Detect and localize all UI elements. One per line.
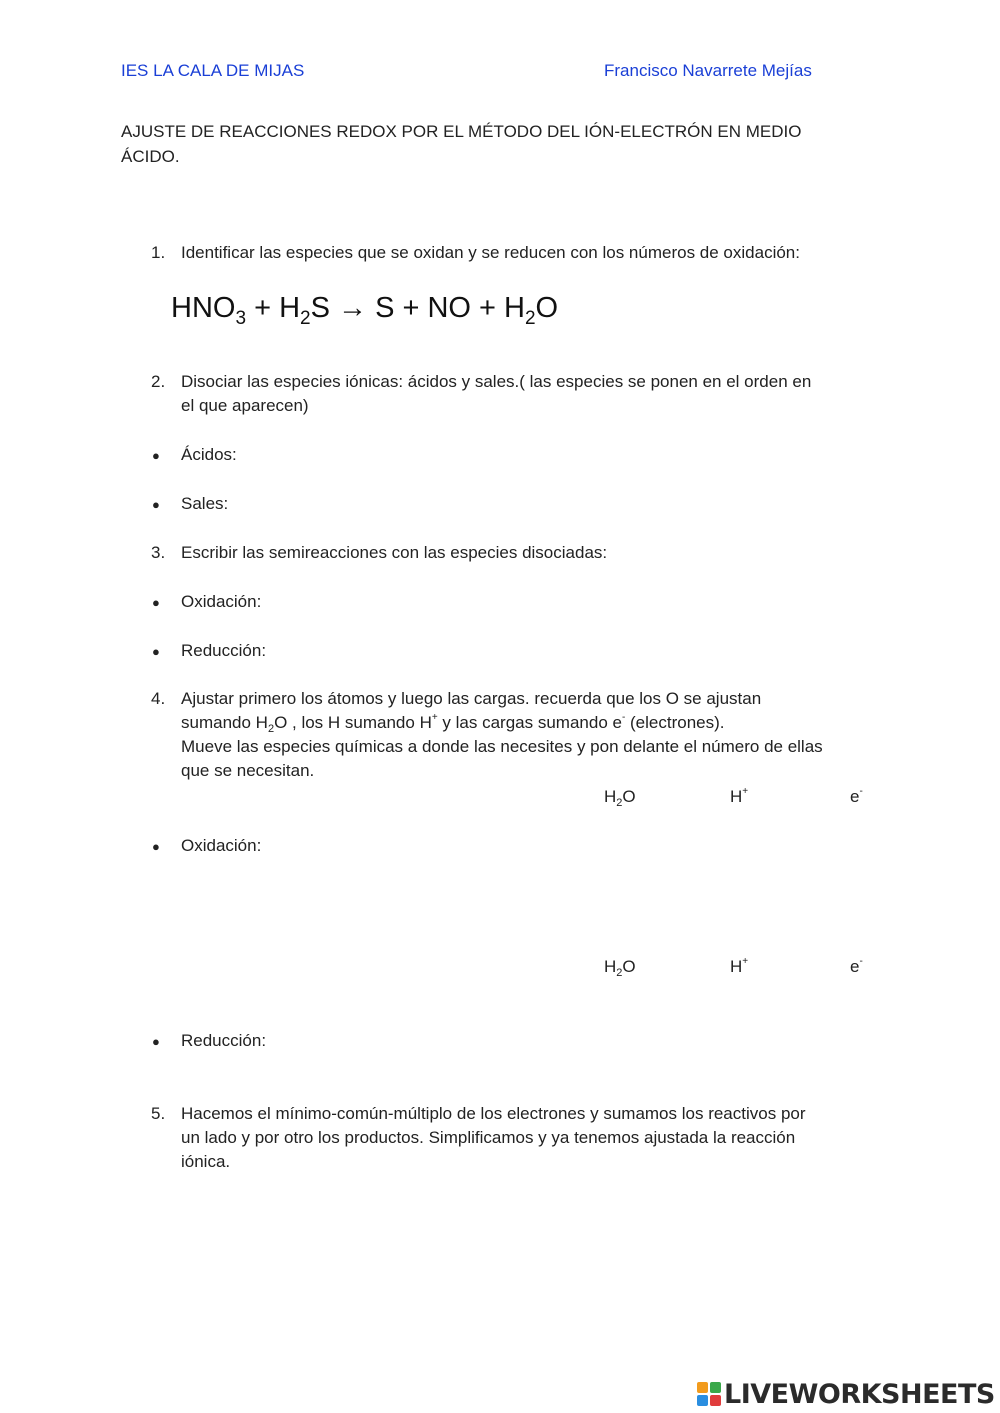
liveworksheets-logo[interactable] [697,1378,995,1410]
chem-text: O [622,957,636,976]
step-2-number: 2. [151,372,166,391]
step-5-line-2: un lado y por otro los productos. Simplificamos y ya tenemos ajustada la reacción [181,1128,796,1147]
title-line-1: AJUSTE DE REACCIONES REDOX POR EL MÉTODO DEL IÓN-ELECTRÓN EN MEDIO [121,122,802,141]
chem-text: H [604,787,617,806]
text-superscript: - [621,712,626,723]
step-4-number: 4. [151,689,166,708]
equation-subscript: 2 [524,308,536,329]
logo-square-3 [697,1395,708,1406]
text-run: sumando H [181,713,268,732]
equation-part: O [535,292,559,324]
species-electron-draggable[interactable] [850,787,863,807]
document-title [121,119,881,169]
species-h-plus-draggable[interactable] [730,787,748,807]
step-5-line-1: Hacemos el mínimo-común-múltiplo de los electrones y sumamos los reactivos por [181,1104,806,1123]
label-oxidacion-step4: Oxidación: [181,836,262,855]
text-run: (electrones). [625,713,725,732]
redox-equation [171,292,559,329]
step-4-line-3: Mueve las especies químicas a donde las necesites y pon delante el número de ellas [181,737,823,756]
species-h-plus-draggable[interactable] [730,957,748,977]
school-name: IES LA CALA DE MIJAS [121,61,305,80]
chem-subscript: 2 [616,967,623,979]
chem-superscript: + [742,786,749,797]
chem-superscript: + [742,956,749,967]
label-acidos: Ácidos: [181,445,237,464]
bullet-icon: ● [152,497,160,512]
text-run: y las cargas sumando e [437,713,622,732]
chem-text: e [850,787,860,806]
step-4-line-1: Ajustar primero los átomos y luego las cargas. recuerda que los O se ajustan [181,689,762,708]
bullet-icon: ● [152,595,160,610]
logo-square-2 [710,1382,721,1393]
label-reduccion-step4: Reducción: [181,1031,267,1050]
species-electron-draggable[interactable] [850,957,863,977]
step-1-text: Identificar las especies que se oxidan y se reducen con los números de oxidación: [181,243,800,262]
step-3-number: 3. [151,543,166,562]
author-name: Francisco Navarrete Mejías [604,61,812,80]
step-2-line-2: el que aparecen) [181,396,309,415]
step-4-line-4: que se necesitan. [181,761,315,780]
bullet-icon: ● [152,448,160,463]
step-2-line-1: Disociar las especies iónicas: ácidos y sales.( las especies se ponen en el orden en [181,372,812,391]
title-line-2: ÁCIDO. [121,147,180,166]
bullet-icon: ● [152,839,160,854]
step-3-text: Escribir las semireacciones con las especies disociadas: [181,543,608,562]
text-superscript: + [431,712,438,723]
chem-text: H [730,787,743,806]
species-h2o-draggable[interactable] [604,957,636,977]
step-2-text [181,370,901,418]
step-5-text [181,1102,901,1174]
text-run: O , los H sumando H [274,713,432,732]
logo-mark-icon [697,1382,721,1406]
equation-part: S → S + NO + H [310,292,525,324]
step-5-line-3: iónica. [181,1152,231,1171]
equation-subscript: 2 [300,308,311,329]
bullet-icon: ● [152,644,160,659]
logo-text: LIVEWORKSHEETS [724,1378,995,1410]
step-1-number: 1. [151,243,166,262]
label-reduccion: Reducción: [181,641,267,660]
step-5-number: 5. [151,1104,166,1123]
step-4-text [181,687,901,783]
chem-subscript: 2 [616,797,623,809]
species-h2o-draggable[interactable] [604,787,636,807]
chem-superscript: - [859,956,863,967]
chem-text: H [604,957,617,976]
chem-superscript: - [859,786,863,797]
chem-text: H [730,957,743,976]
logo-square-1 [697,1382,708,1393]
logo-square-4 [710,1395,721,1406]
text-subscript: 2 [267,723,275,735]
chem-text: e [850,957,860,976]
label-oxidacion: Oxidación: [181,592,262,611]
equation-part: HNO [171,292,236,324]
step-4-line-2 [181,711,901,735]
equation-subscript: 3 [235,308,247,329]
bullet-icon: ● [152,1034,160,1049]
label-sales: Sales: [181,494,229,513]
equation-part: + H [246,292,301,324]
chem-text: O [622,787,636,806]
